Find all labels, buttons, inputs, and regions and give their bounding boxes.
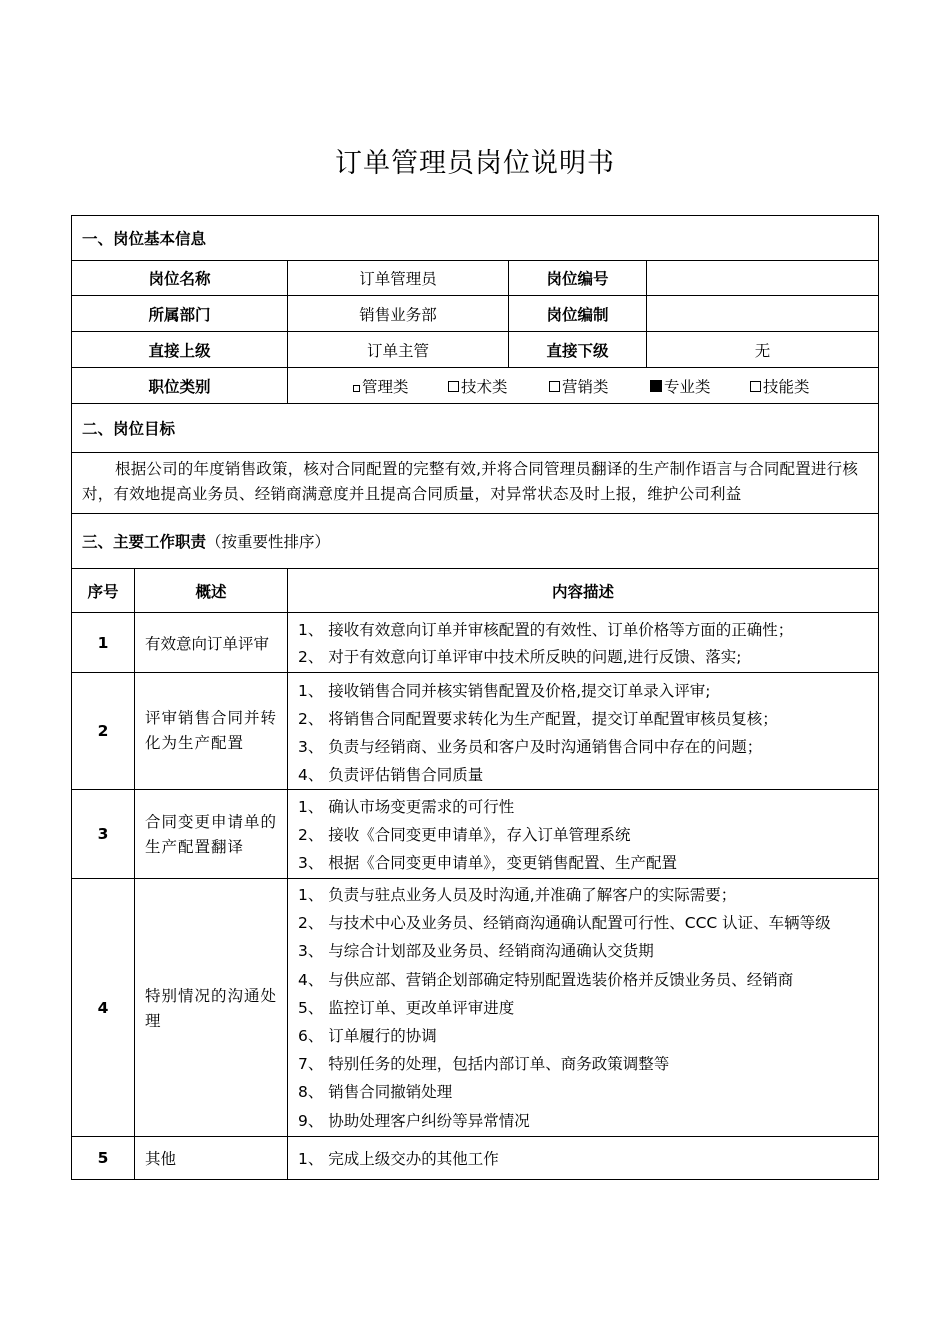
page-title: 订单管理员岗位说明书 <box>335 148 615 179</box>
table-row-content: 1、 完成上级交办的其他工作 <box>298 1150 499 1168</box>
label-direct-subordinate: 直接下级 <box>546 341 609 360</box>
table-row-summary: 其他 <box>145 1150 177 1168</box>
category-option-label: 技术类 <box>461 378 508 396</box>
list-item: 1、 接收有效意向订单并审核配置的有效性、订单价格等方面的正确性； <box>298 621 794 639</box>
list-item: 6、 订单履行的协调 <box>298 1027 437 1046</box>
category-options <box>288 368 878 404</box>
checkbox-checked-icon[interactable] <box>650 380 662 392</box>
list-item: 5、 监控订单、更改单评审进度 <box>298 998 515 1017</box>
list-item: 4、 负责评估销售合同质量 <box>298 766 484 784</box>
table-row-summary: 有效意向订单评审 <box>145 634 270 653</box>
list-item: 2、 将销售合同配置要求转化为生产配置，提交订单配置审核员复核； <box>298 710 778 728</box>
table-row-no: 3 <box>97 825 109 843</box>
table-row-content <box>298 617 793 671</box>
table-row-content <box>298 793 677 877</box>
column-header-content: 内容描述 <box>551 582 614 601</box>
table-row-no: 4 <box>97 998 109 1017</box>
checkbox-icon[interactable] <box>750 381 761 392</box>
label-position-code: 岗位编号 <box>546 269 609 288</box>
table-row-content <box>298 677 778 789</box>
value-department: 销售业务部 <box>359 305 437 324</box>
label-department: 所属部门 <box>148 305 211 324</box>
value-headcount <box>647 296 878 331</box>
category-option-label: 专业类 <box>664 378 711 396</box>
table-row-content <box>298 881 831 1135</box>
category-option-technical[interactable] <box>448 368 508 404</box>
list-item: 2、 接收《合同变更申请单》，存入订单管理系统 <box>298 826 631 844</box>
category-option-label: 管理类 <box>362 378 409 396</box>
list-item: 1、 确认市场变更需求的可行性 <box>298 798 515 816</box>
section2-heading: 二、岗位目标 <box>82 420 176 438</box>
table-row-no: 1 <box>97 633 109 652</box>
job-description-table <box>71 215 879 1180</box>
table-row-no: 2 <box>97 722 109 740</box>
column-header-summary: 概述 <box>195 582 227 601</box>
label-category: 职位类别 <box>148 377 211 396</box>
list-item: 3、 根据《合同变更申请单》，变更销售配置、生产配置 <box>298 854 678 872</box>
list-item: 7、 特别任务的处理，包括内部订单、商务政策调整等 <box>298 1055 670 1074</box>
column-header-no: 序号 <box>87 582 119 601</box>
checkbox-icon[interactable] <box>448 381 459 392</box>
section3-heading-note: （按重要性排序） <box>206 533 331 551</box>
value-position-code <box>647 260 878 295</box>
list-item: 1、 接收销售合同并核实销售配置及价格,提交订单录入评审; <box>298 682 711 700</box>
value-direct-subordinate: 无 <box>754 341 771 360</box>
category-option-professional[interactable] <box>650 368 711 404</box>
list-item: 2、 与技术中心及业务员、经销商沟通确认配置可行性、CCC 认证、车辆等级 <box>298 914 831 933</box>
category-option-management[interactable] <box>353 368 409 404</box>
checkbox-icon[interactable] <box>549 381 560 392</box>
category-option-skill[interactable] <box>750 368 810 404</box>
label-position-name: 岗位名称 <box>148 269 211 288</box>
label-direct-superior: 直接上级 <box>148 341 211 360</box>
category-option-marketing[interactable] <box>549 368 609 404</box>
table-row-summary: 合同变更申请单的生产配置翻译 <box>145 813 278 856</box>
list-item: 9、 协助处理客户纠纷等异常情况 <box>298 1111 530 1130</box>
table-row-summary: 评审销售合同并转化为生产配置 <box>145 709 278 752</box>
list-item: 8、 销售合同撤销处理 <box>298 1083 453 1102</box>
list-item: 4、 与供应部、营销企划部确定特别配置选装价格并反馈业务员、经销商 <box>298 970 794 989</box>
value-direct-superior: 订单主管 <box>366 341 429 360</box>
value-position-name: 订单管理员 <box>359 269 437 288</box>
label-headcount: 岗位编制 <box>546 305 609 324</box>
checkbox-icon[interactable] <box>353 385 360 392</box>
position-objective-text: 根据公司的年度销售政策，核对合同配置的完整有效,并将合同管理员翻译的生产制作语言与合同配置进行核对，有效地提高业务员、经销商满意度并且提高合同质量，对异常状态及时上报，维护公司利益 <box>82 460 859 503</box>
section3-heading <box>82 514 330 568</box>
list-item: 3、 与综合计划部及业务员、经销商沟通确认交货期 <box>298 942 654 961</box>
category-option-label: 技能类 <box>763 378 810 396</box>
section3-heading-text: 三、主要工作职责 <box>82 533 207 551</box>
list-item: 3、 负责与经销商、业务员和客户及时沟通销售合同中存在的问题； <box>298 738 763 756</box>
list-item: 2、 对于有效意向订单评审中技术所反映的问题,进行反馈、落实; <box>298 648 742 666</box>
table-row-no: 5 <box>97 1149 109 1167</box>
section1-heading: 一、岗位基本信息 <box>82 230 207 248</box>
table-row-summary: 特别情况的沟通处理 <box>145 987 278 1030</box>
category-option-label: 营销类 <box>562 378 609 396</box>
list-item: 1、 负责与驻点业务人员及时沟通,并准确了解客户的实际需要； <box>298 886 737 904</box>
